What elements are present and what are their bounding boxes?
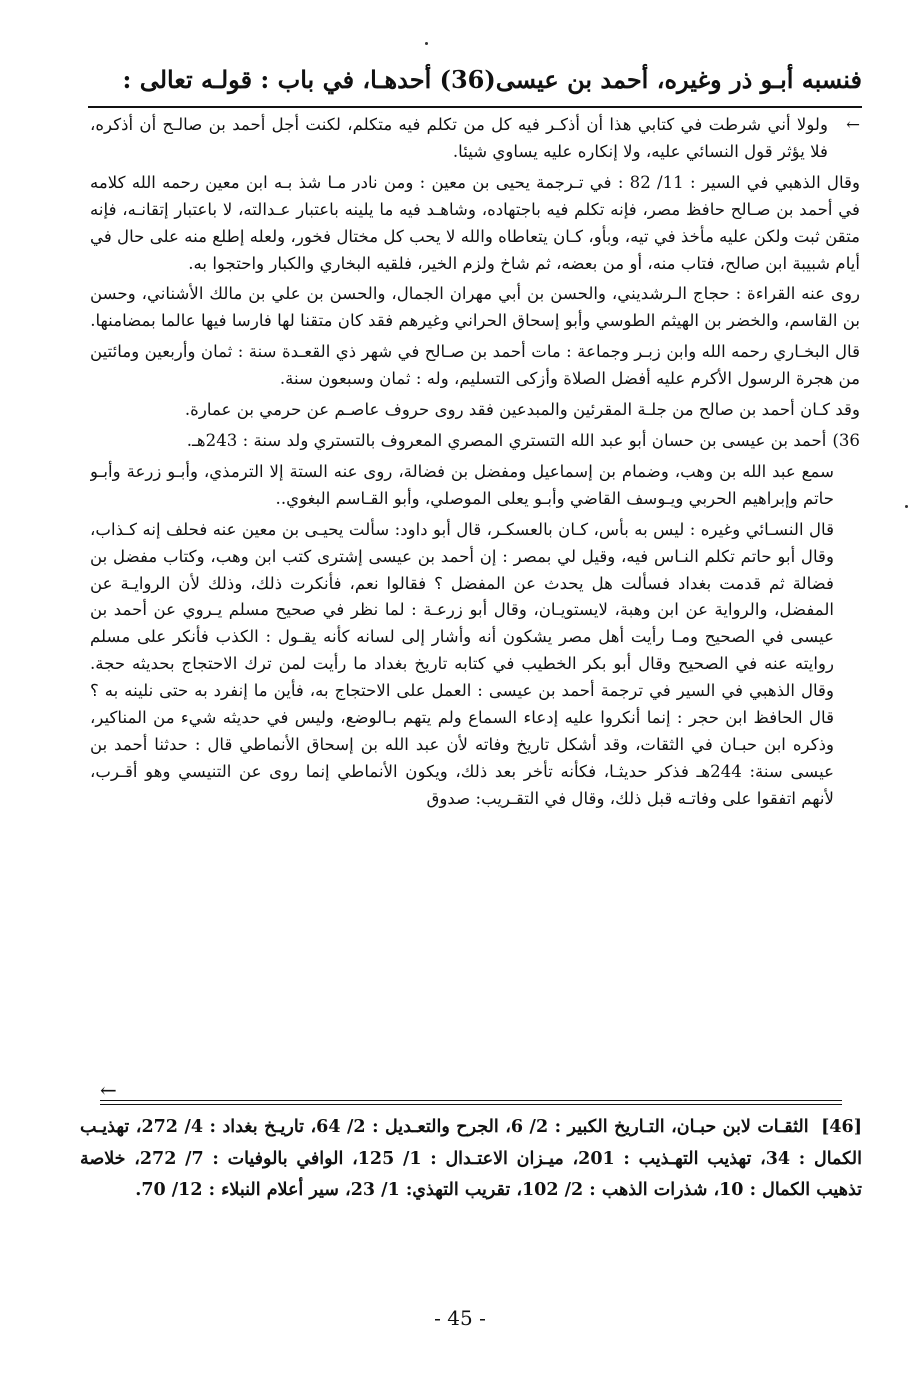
page-header: فنسبه أبـو ذر وغيره، أحمد بن عيسى(36) أحدهـا، في باب : قولـه تعالى : bbox=[122, 65, 862, 94]
scan-speck bbox=[905, 505, 908, 508]
footnote-divider bbox=[100, 1104, 842, 1105]
footnote-number: [46] bbox=[821, 1117, 862, 1137]
paragraph-continuation bbox=[90, 112, 860, 166]
scan-speck bbox=[425, 42, 428, 45]
note-number: 36) bbox=[832, 430, 860, 450]
footnote-divider bbox=[100, 1100, 842, 1101]
paragraph-students: روى عنه القراءة : حجاج الـرشديني، والحسن بن أبي مهران الجمال، والحسن بن علي بن مالك الأشناني، وحسن بن القاسم، والخضر بن الهيثم الطوسي وأبو إسحاق الحراني وغيرهم فقد كان متقنا لها فارسا فيها عالما بمضامنها. bbox=[90, 284, 860, 331]
footnote-text: الثقـات لابن حبـان، التـاريخ الكبير : 2/ 6، الجرح والتعـديل : 2/ 64، تاريـخ بغداد : 4/ 272، تهذيـب الكمال : 34، تهذيب التهـذيب : 201، ميـزان الاعتـدال : 1/ 125، الوافي بالوفيات : 7/ 272، خلاصة تذهيب الكمال : 10، شذرات الذهب : 2/ 102، تقريب التهذي: 1/ 23، سير أعلام النبلاء : 12/ 70. bbox=[80, 1117, 862, 1200]
paragraph-death: قال البخـاري رحمه الله وابن زبـر وجماعة : مات أحمد بن صـالح في شهر ذي القعـدة سنة : ثمان وأربعين ومائتين من هجرة الرسول الأكرم عليه أفضل الصلاة وأزكى التسليم، وله : ثمان وسبعون سنة. bbox=[90, 342, 860, 389]
header-divider bbox=[88, 106, 862, 108]
note-36-teachers: سمع عبد الله بن وهب، وضمام بن إسماعيل ومفضل بن فضالة، روى عنه الستة إلا الترمذي، وأبـو زرعة وأبـو حاتم وإبراهيم الحربي ويـوسف القاضي وأبـو يعلى الموصلي، وأبو القـاسم البغوي.. bbox=[90, 461, 834, 508]
paragraph-dhahabi: وقال الذهبي في السير : 11/ 82 : في تـرجمة يحيى بن معين : ومن نادر مـا شذ بـه ابن معين رحمه الله كلامه في أحمد بن صـالح حافظ مصر، فإنه تكلم فيه باجتهاده، وشاهـد فيه ما يلينه باعتبار عـدالته، لا باعتبار إتقانـه، فإنه متقن ثبت ولكن عليه مأخذ في تيه، وبأو، كـان يتعاطاه والله لا يحب كل مختال فخور، ولعله إطلع منه على حال في أيام شبيبة ابن صالح، فتاب منه، أو من بعضه، ثم شاخ ولزم الخير، فلقيه البخاري والكبار واحتجوا به. bbox=[90, 172, 860, 273]
note-36 bbox=[90, 428, 860, 455]
paragraph-qiraat: وقد كـان أحمد بن صالح من جلـة المقرئين والمبدعين فقد روى حروف عاصـم عن حرمي بن عمارة. bbox=[184, 400, 860, 420]
arrow-left-icon: ← bbox=[846, 115, 860, 134]
main-text bbox=[90, 112, 860, 1052]
arrow-left-icon: ← bbox=[100, 1078, 117, 1102]
page-number: - 45 - bbox=[434, 1306, 486, 1330]
paragraph-text: ولولا أني شرطت في كتابي هذا أن أذكـر فيه كل من تكلم فيه متكلم، لكنت أجل أحمد بن صالـح أن أذكره، فلا يؤثر قول النسائي عليه، ولا إنكاره عليه يساوي شيئا. bbox=[90, 115, 828, 161]
note-intro: أحمد بن عيسى بن حسان أبو عبد الله التستري المصري المعروف بالتستري ولد سنة : 243هـ. bbox=[186, 430, 827, 450]
footnotes bbox=[80, 1112, 862, 1252]
note-36-critique: قال النسـائي وغيره : ليس به بأس، كـان بالعسكـر، قال أبو داود: سألت يحيـى بن معين عنه فحلف إنه كـذاب، وقال أبو حاتم تكلم النـاس فيه، وقيل لي بمصر : إن أحمد بن عيسى إشترى كتب ابن وهب، وكتاب مفضل بن فضالة ثم قدمت بغداد فسألت هل يحدث عن المفضل ؟ فقالوا نعم، فأنكرت ذلك، وذلك لأن الروايـة عن المفضل، والرواية عن ابن وهبة، لايستويـان، وقال أبو زرعـة : لما نظر في صحيح مسلم يـروي عن أحمد بن عيسى في الصحيح ومـا رأيت أهل مصر يشكون أنه وأشار إلى لسانه كأنه يقـول : الكذب فأنكر على مسلم روايته عنه في الصحيح وقال أبو بكر الخطيب في كتابه تاريخ بغداد ما رأيت لمن ترك الاحتجاج بحديثه حجة. وقال الذهبي في السير في ترجمة أحمد بن عيسى : العمل على الاحتجاج به، فأين ما إنفرد به حتى نلينه به ؟ قال الحافظ ابن حجر : إنما أنكروا عليه إدعاء السماع ولم يتهم بـالوضع، وليس في حديثه شيء من المناكير، وذكره ابن حبـان في الثقات، وقد أشكل تاريخ وفاته لأن عبد الله بن إسحاق الأنماطي قال : حدثنا أحمد بن عيسى سنة: 244هـ فذكر حديثـا، فكأنه تأخر بعد ذلك، ويكون الأنماطي إنما روى عن التنيسي وهو أقـرب، لأنهم اتفقوا على وفاتـه قبل ذلك، وقال في التقـريب: صدوق bbox=[90, 519, 835, 808]
